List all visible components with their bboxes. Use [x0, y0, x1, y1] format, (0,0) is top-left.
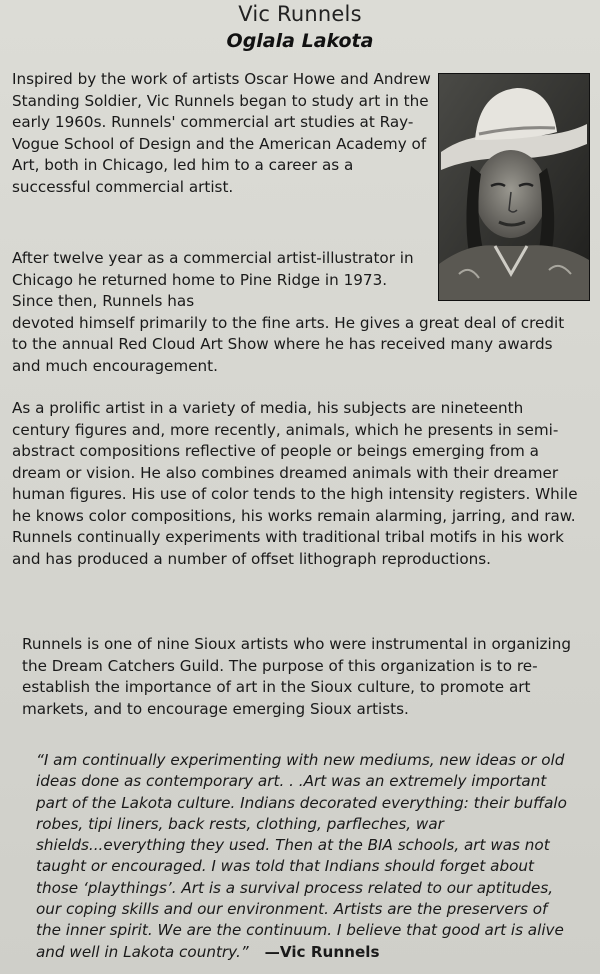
page-subtitle: Oglala Lakota [226, 30, 374, 52]
paragraph-guild: Runnels is one of nine Sioux artists who were instrumental in organizing the Dream Catchers Guild. The purpose of this organization is to re-establish the importance of art in the Sioux culture, to promote art markets, and to encourage emerging Sioux artists. [22, 635, 571, 718]
paragraph-intro: Inspired by the work of artists Oscar Howe and Andrew Standing Soldier, Vic Runnels began to study art in the early 1960s. Runnels' commercial art studies at Ray-Vogue School of Design and the American Academy of Art, both in Chicago, led him to a career as a successful commercial artist. [12, 70, 431, 196]
paragraph-career-continued: devoted himself primarily to the fine arts. He gives a great deal of credit to the annual Red Cloud Art Show where he has received many awards and much encouragement. [12, 313, 565, 375]
paragraph-career-wrapped: After twelve year as a commercial artist-illustrator in Chicago he returned home to Pine Ridge in 1973. Since then, Runnels has [12, 249, 414, 310]
paragraph-career [12, 248, 582, 377]
page-title: Vic Runnels [238, 2, 362, 26]
quote-text: “I am continually experimenting with new mediums, new ideas or old ideas done as contemporary art. . .Art was an extremely important part of the Lakota culture. Indians decorated everything: their buffalo robes, tipi liners, back rests, clothing, parfleches, war shields...everything they used. Then at the BIA schools, art was not taught or encouraged. I was told that Indians should forget about those ‘playthings’. Art is a survival process related to our aptitudes, our coping skills and our environment. Artists are the preservers of the inner spirit. We are the continuum. I believe that good art is alive and well in Lakota country.” [36, 751, 567, 961]
artist-quote [36, 750, 576, 963]
quote-attribution: —Vic Runnels [264, 942, 380, 961]
paragraph-style: As a prolific artist in a variety of media, his subjects are nineteenth century figures and, more recently, animals, which he presents in semi-abstract compositions reflective of people or beings emerging from a dream or vision. He also combines dreamed animals with their dreamer human figures. His use of color tends to the high intensity registers. While he knows color compositions, his works remain alarming, jarring, and raw. Runnels continually experiments with traditional tribal motifs in his work and has produced a number of offset lithograph reproductions. [12, 399, 578, 568]
